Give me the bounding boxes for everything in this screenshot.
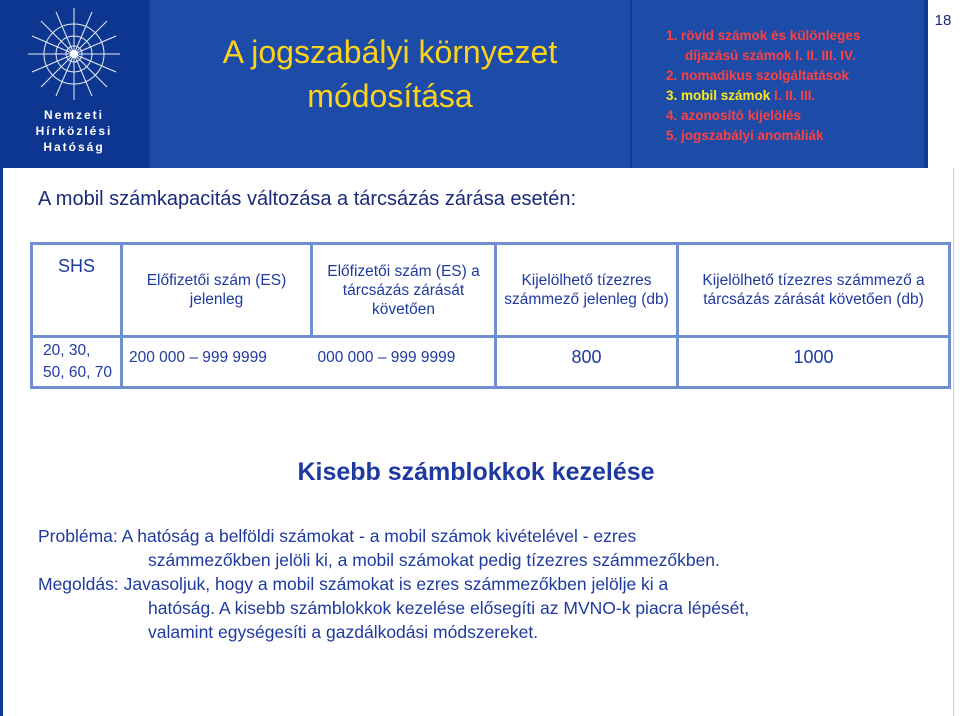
solution-line-1: Megoldás: Javasoljuk, hogy a mobil számokat is ezres számmezőkben jelölje ki a — [38, 574, 669, 594]
agenda-item-1-continued: díjazású számok I. II. III. IV. — [685, 48, 856, 63]
section-title: Kisebb számblokkok kezelése — [297, 458, 655, 486]
agenda-item-2: 2. nomadikus szolgáltatások — [666, 68, 850, 83]
cell-shs — [32, 337, 122, 388]
agenda-item-3-parts: I. II. III. — [774, 88, 816, 103]
problem-line-1: Probléma: A hatóság a belföldi számokat - a mobil számok kivételével - ezres — [38, 526, 637, 546]
agenda-item-3-label: 3. mobil számok — [666, 88, 775, 103]
logo-text-line2: Hírközlési — [35, 124, 113, 138]
cell-blocks-now: 800 — [496, 337, 678, 388]
cell-shs-line1: 20, 30, — [43, 342, 91, 359]
cell-es-now: 200 000 – 999 9999 — [122, 337, 312, 388]
slide-title-line1: A jogszabályi környezet — [222, 34, 558, 70]
left-border — [0, 168, 3, 716]
subheading: A mobil számkapacitás változása a tárcsázás zárása esetén: — [38, 188, 577, 210]
agenda-item-4: 4. azonosító kijelölés — [666, 108, 802, 123]
header-shs: SHS — [32, 244, 122, 337]
header-es-now: Előfizetői szám (ES) jelenleg — [122, 244, 312, 337]
cell-shs-line2: 50, 60, 70 — [43, 364, 112, 381]
table-header-row — [32, 244, 950, 337]
header-blocks-after: Kijelölhető tízezres számmező a tárcsázás zárását követően (db) — [678, 244, 950, 337]
star-emblem-icon — [6, 4, 142, 104]
slide-title-line2: módosítása — [307, 78, 473, 114]
body-text — [38, 524, 938, 644]
slide-title — [150, 30, 630, 118]
agenda-list — [666, 26, 920, 146]
problem-line-2: számmezőkben jelöli ki, a mobil számokat pedig tízezres számmezőkben. — [148, 550, 720, 570]
cell-blocks-after: 1000 — [678, 337, 950, 388]
table-row — [32, 337, 950, 388]
agenda-item-1: 1. rövid számok és különleges — [666, 28, 861, 43]
page-number: 18 — [934, 12, 952, 29]
agenda-item-5: 5. jogszabályi anomáliák — [666, 128, 824, 143]
agenda-item-3 — [666, 86, 920, 106]
solution-line-2: hatóság. A kisebb számblokkok kezelése elősegíti az MVNO-k piacra lépését, — [148, 598, 750, 618]
header-es-after: Előfizetői szám (ES) a tárcsázás zárását követően — [312, 244, 496, 337]
cell-es-after: 000 000 – 999 9999 — [312, 337, 496, 388]
capacity-table — [30, 242, 951, 389]
solution-line-3: valamint egységesíti a gazdálkodási módszereket. — [148, 622, 539, 642]
logo-text-line1: Nemzeti — [43, 108, 104, 122]
right-border — [953, 168, 954, 716]
authority-logo — [0, 0, 148, 168]
header-blocks-now: Kijelölhető tízezres számmező jelenleg (db) — [496, 244, 678, 337]
logo-text-line3: Hatóság — [43, 140, 105, 154]
